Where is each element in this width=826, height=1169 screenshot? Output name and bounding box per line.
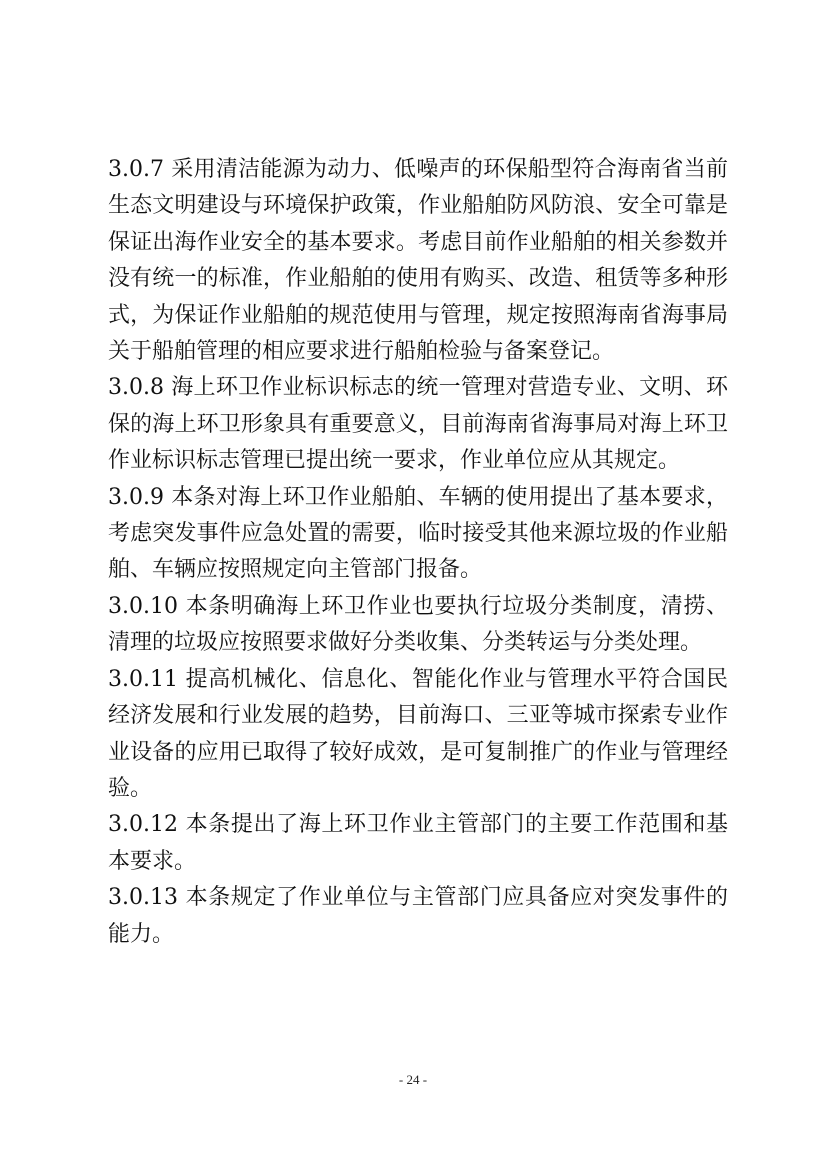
- paragraph-3-0-9: 3.0.9 本条对海上环卫作业船舶、车辆的使用提出了基本要求，考虑突发事件应急处置的需要，临时接受其他来源垃圾的作业船舶、车辆应按照规定向主管部门报备。: [108, 484, 728, 583]
- page-number: - 24 -: [398, 1072, 428, 1087]
- paragraph-3-0-8: 3.0.8 海上环卫作业标识标志的统一管理对营造专业、文明、环保的海上环卫形象具有重要意义，目前海南省海事局对海上环卫作业标识标志管理已提出统一要求，作业单位应从其规定。: [108, 375, 728, 474]
- paragraph-3-0-7: 3.0.7 采用清洁能源为动力、低噪声的环保船型符合海南省当前生态文明建设与环境保护政策，作业船舶防风防浪、安全可靠是保证出海作业安全的基本要求。考虑目前作业船舶的相关参数并没有统一的标准，作业船舶的使用有购买、改造、租赁等多种形式，为保证作业船舶的规范使用与管理，规定按照海南省海事局关于船舶管理的相应要求进行船舶检验与备案登记。: [108, 157, 728, 365]
- paragraph-3-0-13: 3.0.13 本条规定了作业单位与主管部门应具备应对突发事件的能力。: [108, 885, 728, 947]
- paragraph-3-0-10: 3.0.10 本条明确海上环卫作业也要执行垃圾分类制度，清捞、清理的垃圾应按照要求做好分类收集、分类转运与分类处理。: [108, 593, 728, 656]
- paragraph-3-0-12: 3.0.12 本条提出了海上环卫作业主管部门的主要工作范围和基本要求。: [108, 812, 728, 874]
- document-body: [108, 152, 728, 953]
- paragraph-3-0-11: 3.0.11 提高机械化、信息化、智能化作业与管理水平符合国民经济发展和行业发展的趋势，目前海口、三亚等城市探索专业作业设备的应用已取得了较好成效，是可复制推广的作业与管理经验。: [108, 666, 728, 801]
